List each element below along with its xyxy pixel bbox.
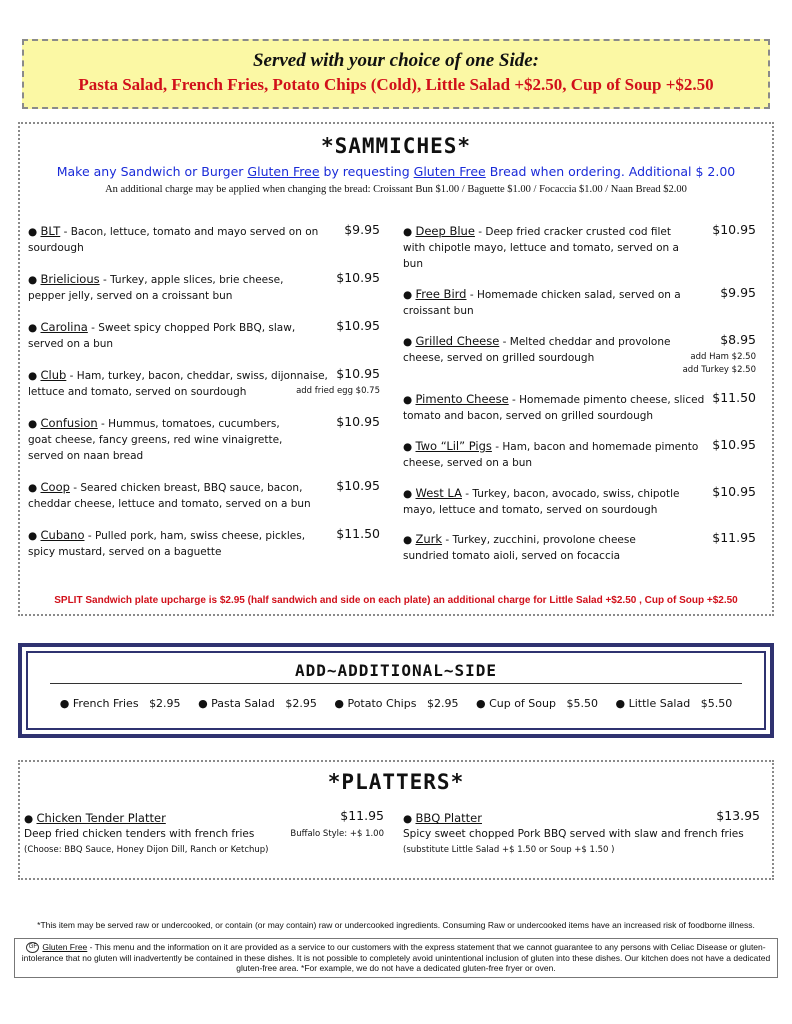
gluten-free-disclaimer	[14, 938, 778, 978]
menu-item-blt: ● BLT - Bacon, lettuce, tomato and mayo served on on sourdough	[28, 224, 319, 254]
additional-side-section	[18, 643, 774, 738]
item-description: - Bacon, lettuce, tomato and mayo served on on sourdough	[28, 226, 319, 254]
sides-list	[28, 697, 764, 710]
item-price: $8.95	[720, 332, 756, 347]
item-sauce-options: (Choose: BBQ Sauce, Honey Dijon Dill, Ranch or Ketchup)	[24, 845, 269, 855]
item-name: BBQ Platter	[415, 811, 482, 825]
item-price: $10.95	[712, 437, 756, 452]
item-name: Zurk	[415, 532, 443, 546]
side-price: $5.50	[700, 697, 733, 710]
menu-item-cubano: ● Cubano - Pulled pork, ham, swiss cheese, pickles, spicy mustard, served on a baguette	[28, 528, 306, 558]
side-name: Little Salad	[628, 697, 691, 710]
item-name: Two “Lil” Pigs	[415, 439, 492, 453]
item-addon-note: add Ham $2.50	[690, 352, 756, 362]
item-addon-note: add fried egg $0.75	[296, 386, 380, 396]
item-name: Deep Blue	[415, 224, 475, 238]
item-description: - Sweet spicy chopped Pork BBQ, slaw, served on a bun	[28, 322, 296, 350]
side-name: French Fries	[72, 697, 139, 710]
menu-item-confusion: ● Confusion - Hummus, tomatoes, cucumbers, goat cheese, fancy greens, red wine vinaigrette, served on naan bread	[28, 416, 283, 462]
item-name: Grilled Cheese	[415, 334, 500, 348]
item-description: - Turkey, bacon, avocado, swiss, chipotle mayo, lettuce and tomato, served on sourdough	[403, 488, 680, 516]
sides-divider	[50, 683, 742, 684]
menu-item-two-lil-pigs: ● Two “Lil” Pigs - Ham, bacon and homemade pimento cheese, served on a bun	[403, 439, 699, 469]
side-item: ● Little Salad $5.50	[615, 697, 733, 710]
item-price: $10.95	[336, 414, 380, 429]
menu-item-coop: ● Coop - Seared chicken breast, BBQ sauce, bacon, cheddar cheese, lettuce and tomato, served on a bun	[28, 480, 311, 510]
item-price: $10.95	[336, 366, 380, 381]
gf-note-text: Bread when ordering. Additional $ 2.00	[485, 164, 736, 179]
menu-item-brielicious: ● Brielicious - Turkey, apple slices, brie cheese, pepper jelly, served on a croissant bun	[28, 272, 284, 302]
item-description: - Melted cheddar and provolone cheese, served on grilled sourdough	[403, 336, 671, 364]
disclaimer-title: Gluten Free	[42, 942, 88, 952]
menu-item-grilled-cheese: ● Grilled Cheese - Melted cheddar and provolone cheese, served on grilled sourdough	[403, 334, 671, 364]
item-description: - Deep fried cracker crusted cod filet with chipotle mayo, lettuce and tomato, served on a bun	[403, 226, 679, 270]
side-price: $2.95	[426, 697, 459, 710]
menu-item-carolina: ● Carolina - Sweet spicy chopped Pork BBQ, slaw, served on a bun	[28, 320, 296, 350]
menu-item-free-bird: ● Free Bird - Homemade chicken salad, served on a croissant bun	[403, 287, 681, 317]
side-name: Cup of Soup	[489, 697, 556, 710]
item-description: - Ham, turkey, bacon, cheddar, swiss, dijonnaise, lettuce and tomato, served on sourdough	[28, 370, 328, 398]
item-description: - Seared chicken breast, BBQ sauce, bacon, cheddar cheese, lettuce and tomato, served on a bun	[28, 482, 311, 510]
item-price: $11.95	[340, 808, 384, 823]
item-price: $10.95	[336, 270, 380, 285]
sammiches-section	[18, 122, 774, 616]
sides-inner-frame	[26, 651, 766, 730]
item-description: - Ham, bacon and homemade pimento cheese, served on a bun	[403, 441, 699, 469]
item-description: Spicy sweet chopped Pork BBQ served with slaw and french fries	[403, 828, 744, 840]
menu-item-deep-blue: ● Deep Blue - Deep fried cracker crusted cod filet with chipotle mayo, lettuce and tomato, served on a bun	[403, 224, 679, 270]
sammiches-title: *SAMMICHES*	[320, 134, 472, 158]
menu-item-bbq-platter: ● BBQ Platter	[403, 811, 482, 825]
side-choice-banner	[22, 39, 770, 109]
item-price: $10.95	[336, 318, 380, 333]
item-name: West LA	[415, 486, 462, 500]
banner-sides-list: Pasta Salad, French Fries, Potato Chips (Cold), Little Salad +$2.50, Cup of Soup +$2.50	[78, 75, 714, 94]
item-name: Cubano	[40, 528, 85, 542]
item-name: Chicken Tender Platter	[36, 811, 166, 825]
side-item: ● Cup of Soup $5.50	[475, 697, 598, 710]
raw-food-warning: *This item may be served raw or undercooked, or contain (or may contain) raw or undercooked ingredients. Consuming Raw or undercooked items have an increased risk of foodborne illness.	[37, 920, 755, 930]
split-plate-note: SPLIT Sandwich plate upcharge is $2.95 (half sandwich and side on each plate) an additional charge for Little Salad +$2.50 , Cup of Soup +$2.50	[54, 595, 738, 606]
item-name: Confusion	[40, 416, 98, 430]
side-name: Pasta Salad	[211, 697, 275, 710]
gf-note-term: Gluten Free	[413, 164, 486, 179]
item-name: BLT	[40, 224, 61, 238]
gf-note-term: Gluten Free	[247, 164, 320, 179]
item-price: $11.50	[336, 526, 380, 541]
item-name: Brielicious	[40, 272, 100, 286]
side-item: ● French Fries $2.95	[59, 697, 181, 710]
item-addon-note: Buffalo Style: +$ 1.00	[290, 829, 384, 839]
sides-title: ADD~ADDITIONAL~SIDE	[294, 661, 498, 680]
item-substitute-note: (substitute Little Salad +$ 1.50 or Soup +$ 1.50 )	[403, 845, 615, 855]
side-item: ● Potato Chips $2.95	[334, 697, 459, 710]
item-price: $10.95	[336, 478, 380, 493]
item-name: Pimento Cheese	[415, 392, 509, 406]
gluten-free-icon: GF	[26, 942, 39, 953]
item-description: - Homemade chicken salad, served on a croissant bun	[403, 289, 681, 317]
item-price: $10.95	[712, 484, 756, 499]
item-description: - Pulled pork, ham, swiss cheese, pickles, spicy mustard, served on a baguette	[28, 530, 306, 558]
side-price: $2.95	[149, 697, 181, 710]
item-description: - Turkey, apple slices, brie cheese, pepper jelly, served on a croissant bun	[28, 274, 284, 302]
side-name: Potato Chips	[347, 697, 417, 710]
gf-note-text: by requesting	[319, 164, 414, 179]
platters-title: *PLATTERS*	[327, 770, 465, 794]
platters-section	[18, 760, 774, 880]
menu-item-club: ● Club - Ham, turkey, bacon, cheddar, swiss, dijonnaise, lettuce and tomato, served on sourdough	[28, 368, 328, 398]
item-name: Free Bird	[415, 287, 467, 301]
item-price: $11.50	[712, 390, 756, 405]
item-description: - Hummus, tomatoes, cucumbers, goat cheese, fancy greens, red wine vinaigrette, served on naan bread	[28, 418, 283, 462]
banner-heading: Served with your choice of one Side:	[252, 50, 540, 71]
bread-charge-note: An additional charge may be applied when changing the bread: Croissant Bun $1.00 / Baguette $1.00 / Focaccia $1.00 / Naan Bread $2.00	[105, 184, 687, 195]
menu-item-chicken-tender-platter: ● Chicken Tender Platter	[24, 811, 166, 825]
menu-item-pimento-cheese: ● Pimento Cheese - Homemade pimento cheese, sliced tomato and bacon, served on grilled sourdough	[403, 392, 705, 422]
item-addon-note: add Turkey $2.50	[682, 365, 756, 375]
gf-note-text: Make any Sandwich or Burger	[56, 164, 248, 179]
item-description: - Turkey, zucchini, provolone cheese sundried tomato aioli, served on focaccia	[403, 534, 636, 562]
item-price: $9.95	[720, 285, 756, 300]
item-name: Club	[40, 368, 67, 382]
disclaimer-text: - This menu and the information on it are provided as a service to our customers with the express statement that we cannot guarantee to any persons with Celiac Disease or gluten-intolerance that no gluten will inadvertently be contained in these dishes. It is not possible to completely avoid unintentional inclusion of gluten into these dishes. Our kitchen does not have a dedicated gluten-free area. *For example, we do not have a dedicated gluten-free fryer or oven.	[21, 942, 771, 974]
item-name: Carolina	[40, 320, 88, 334]
gluten-free-note	[20, 164, 772, 179]
item-name: Coop	[40, 480, 70, 494]
item-price: $9.95	[344, 222, 380, 237]
item-price: $11.95	[712, 530, 756, 545]
menu-item-zurk: ● Zurk - Turkey, zucchini, provolone cheese sundried tomato aioli, served on focaccia	[403, 532, 636, 562]
item-price: $13.95	[716, 808, 760, 823]
side-item: ● Pasta Salad $2.95	[198, 697, 317, 710]
menu-item-west-la: ● West LA - Turkey, bacon, avocado, swiss, chipotle mayo, lettuce and tomato, served on sourdough	[403, 486, 680, 516]
item-price: $10.95	[712, 222, 756, 237]
side-price: $5.50	[566, 697, 598, 710]
item-description: Deep fried chicken tenders with french fries	[24, 828, 255, 840]
side-price: $2.95	[285, 697, 317, 710]
item-description: - Homemade pimento cheese, sliced tomato and bacon, served on grilled sourdough	[403, 394, 705, 422]
